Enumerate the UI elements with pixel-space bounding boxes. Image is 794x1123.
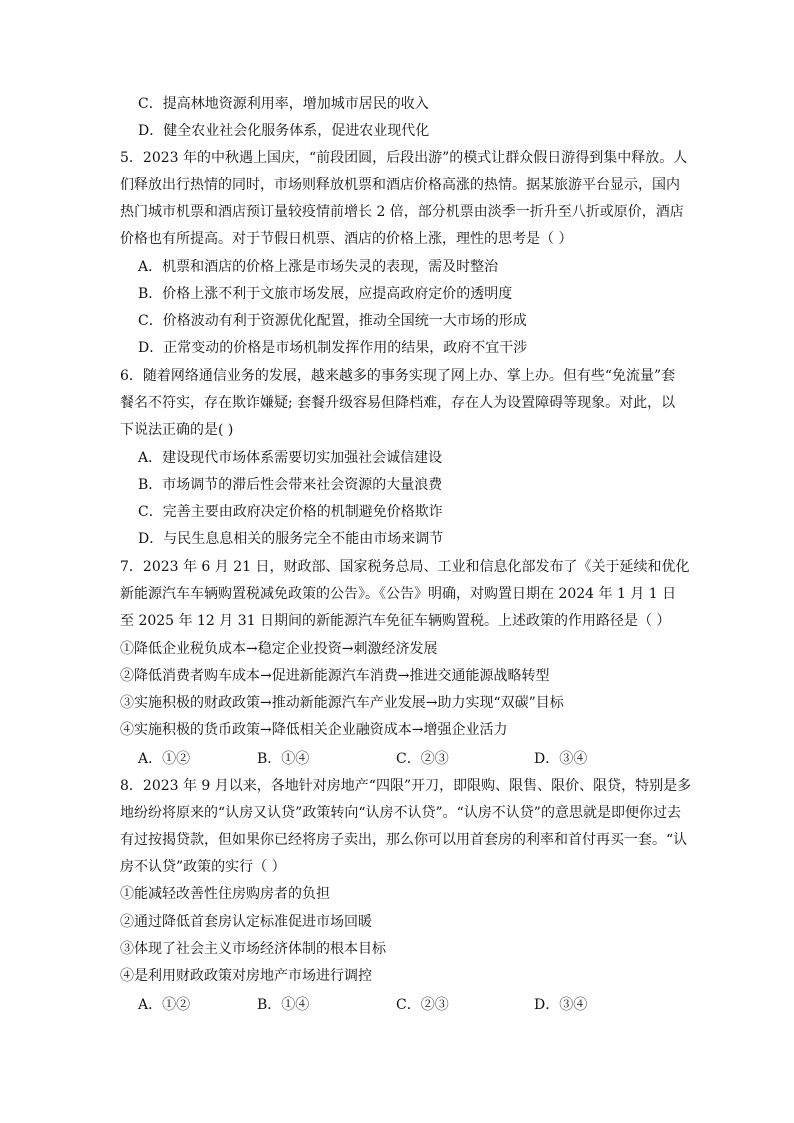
q7-choice-c: C．②③ <box>396 751 449 767</box>
q8-statement-3: ③体现了社会主义市场经济体制的根本目标 <box>120 941 386 957</box>
q8-stem-line: 房不认贷”政策的实行（ ） <box>120 859 286 875</box>
q7-choice-d: D．③④ <box>534 751 588 767</box>
q8-stem-line: 有过按揭贷款，但如果你已经将房子卖出，那么你可以用首套房的利率和首付再买一套。“认 <box>120 832 688 848</box>
q4-option-c: C．提高林地资源利用率，增加城市居民的收入 <box>138 96 429 112</box>
q5-stem-line: 热门城市机票和酒店预订量较疫情前增长 2 倍，部分机票由淡季一折升至八折或原价，酒店 <box>120 204 684 220</box>
q6-stem-line: 下说法正确的是( ) <box>120 422 234 438</box>
q8-choice-c: C．②③ <box>396 997 449 1013</box>
q5-stem-line: 5．2023 年的中秋遇上国庆，“前段团圆，后段出游”的模式让群众假日游得到集中释放。人 <box>120 150 688 166</box>
q7-stem-line: 新能源汽车车辆购置税减免政策的公告》。《公告》明确，对购置日期在 2024 年 1 月 1 日 <box>120 586 677 602</box>
q8-choice-d: D．③④ <box>534 997 588 1013</box>
q8-choice-a: A．①② <box>138 997 191 1013</box>
q5-option-b: B．价格上涨不利于文旅市场发展，应提高政府定价的透明度 <box>138 286 513 302</box>
q6-option-d: D．与民生息息相关的服务完全不能由市场来调节 <box>138 531 444 547</box>
q6-option-b: B．市场调节的滞后性会带来社会资源的大量浪费 <box>138 477 443 493</box>
q8-stem-line: 地纷纷将原来的“认房又认贷”政策转向“认房不认贷”。“认房不认贷”的意思就是即便你过去 <box>120 805 681 821</box>
q7-choice-b: B．①④ <box>257 751 310 767</box>
q6-option-c: C．完善主要由政府决定价格的机制避免价格欺诈 <box>138 504 443 520</box>
q6-stem-line: 6．随着网络通信业务的发展，越来越多的事务实现了网上办、掌上办。但有些“免流量”套 <box>120 368 676 384</box>
q5-stem-line: 们释放出行热情的同时，市场则释放机票和酒店价格高涨的热情。据某旅游平台显示，国内 <box>120 177 680 193</box>
q8-stem-line: 8．2023 年 9 月以来，各地针对房地产“四限”开刀，即限购、限售、限价、限贷，特别是多 <box>120 778 692 794</box>
q7-statement-3: ③实施积极的财政政策→推动新能源汽车产业发展→助力实现“双碳”目标 <box>120 695 564 711</box>
q8-statement-4: ④是利用财政政策对房地产市场进行调控 <box>120 968 372 984</box>
q7-choice-a: A．①② <box>138 751 191 767</box>
q5-option-d: D．正常变动的价格是市场机制发挥作用的结果，政府不宜干涉 <box>138 340 528 356</box>
q5-stem-line: 价格也有所提高。对于节假日机票、酒店的价格上涨，理性的思考是（ ） <box>120 231 573 247</box>
q8-statement-2: ②通过降低首套房认定标准促进市场回暖 <box>120 914 372 930</box>
q7-statement-1: ①降低企业税负成本→稳定企业投资→刺激经济发展 <box>120 641 438 657</box>
q8-choice-b: B．①④ <box>257 997 310 1013</box>
q6-stem-line: 餐名不符实，存在欺诈嫌疑; 套餐升级容易但降档难，存在人为设置障碍等现象。对此，以 <box>120 395 676 411</box>
q6-option-a: A．建设现代市场体系需要切实加强社会诚信建设 <box>138 450 443 466</box>
q8-statement-1: ①能减轻改善性住房购房者的负担 <box>120 886 330 902</box>
q5-option-a: A．机票和酒店的价格上涨是市场失灵的表现，需及时整治 <box>138 259 499 275</box>
q7-statement-2: ②降低消费者购车成本→促进新能源汽车消费→推进交通能源战略转型 <box>120 668 550 684</box>
q7-stem-line: 7．2023 年 6 月 21 日，财政部、国家税务总局、工业和信息化部发布了《关于延续和优化 <box>120 559 690 575</box>
q7-stem-line: 至 2025 年 12 月 31 日期间的新能源汽车免征车辆购置税。上述政策的作用路径是（ ） <box>120 613 671 629</box>
q7-statement-4: ④实施积极的货币政策→降低相关企业融资成本→增强企业活力 <box>120 722 508 738</box>
q5-option-c: C．价格波动有利于资源优化配置，推动全国统一大市场的形成 <box>138 313 527 329</box>
q4-option-d: D．健全农业社会化服务体系，促进农业现代化 <box>138 123 430 139</box>
